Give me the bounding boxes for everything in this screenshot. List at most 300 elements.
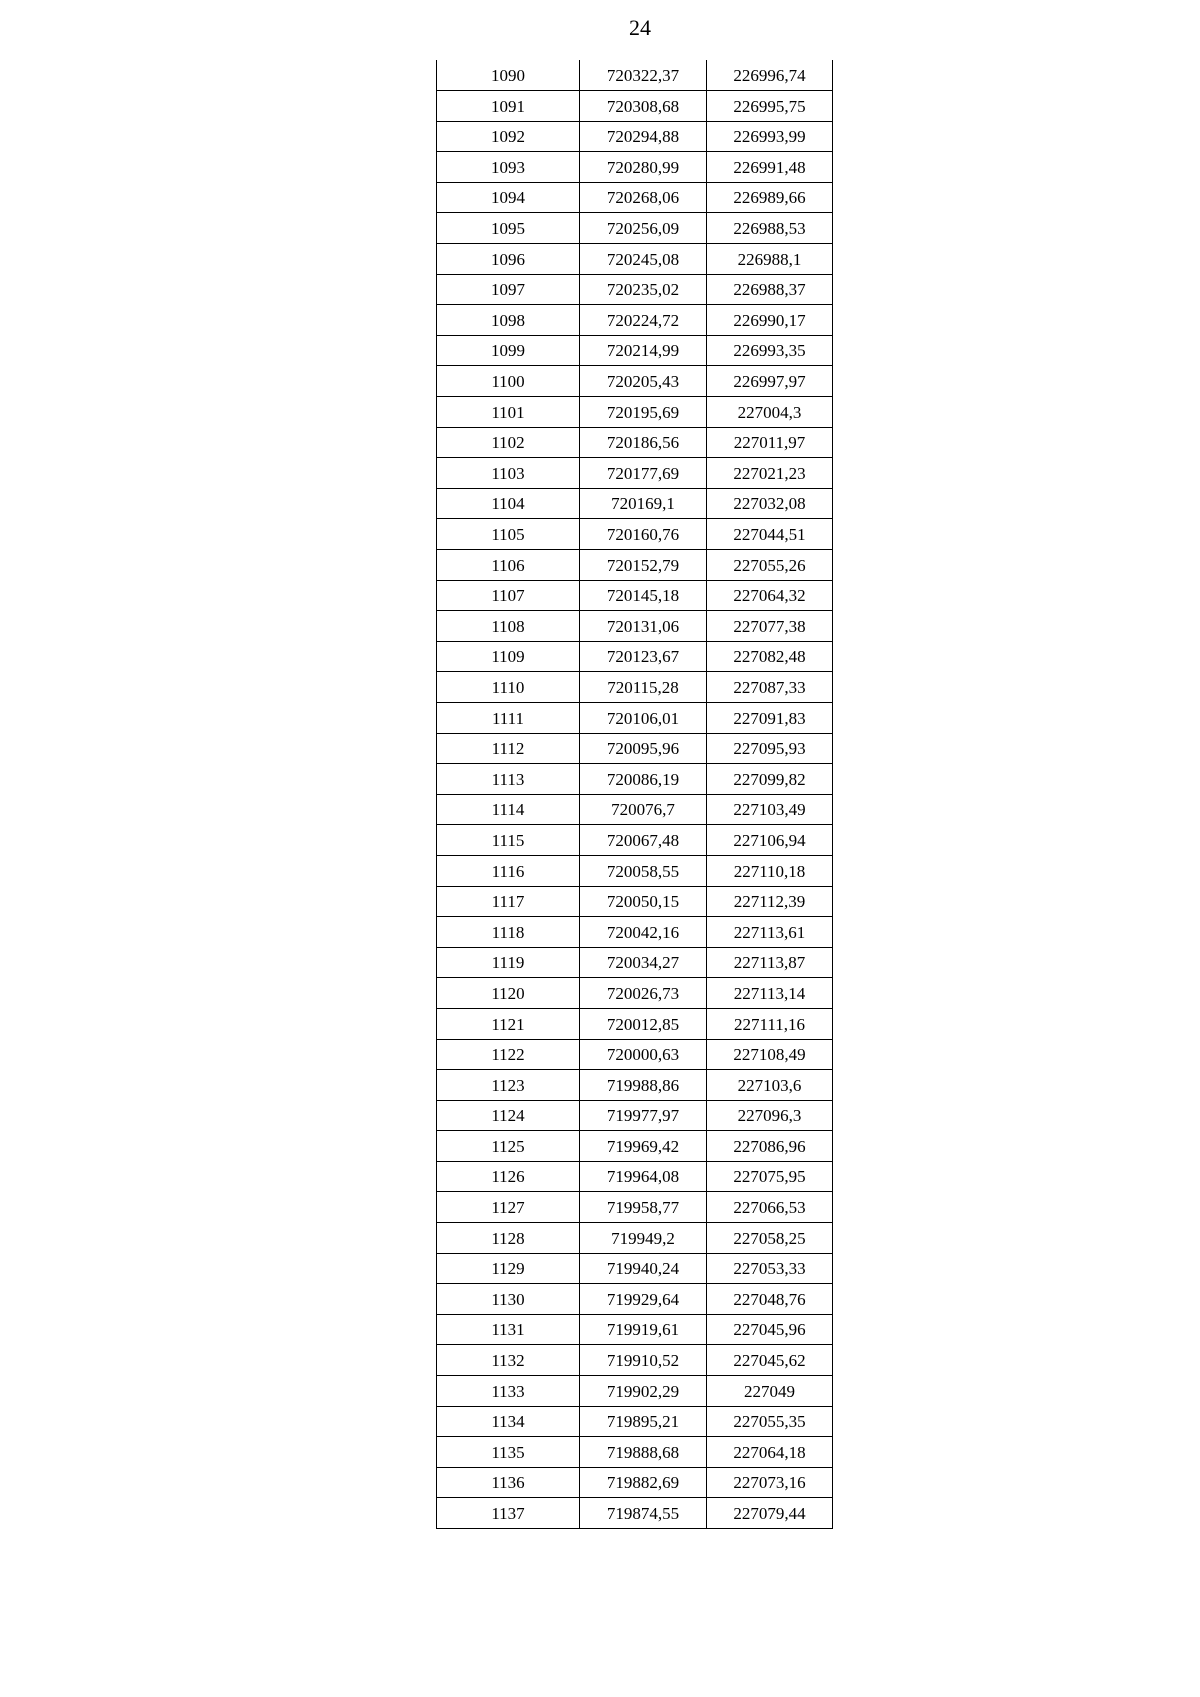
point-number-cell [437, 121, 580, 152]
y-coordinate-cell [707, 1192, 833, 1223]
x-coordinate-text: 720256,09 [606, 219, 680, 239]
y-coordinate-cell [707, 458, 833, 489]
y-coordinate-cell [707, 305, 833, 336]
point-number-text: 1130 [491, 1289, 525, 1309]
point-number-cell [437, 1223, 580, 1254]
table-row [437, 427, 833, 458]
point-number-text: 1099 [491, 341, 525, 361]
x-coordinate-cell [580, 672, 707, 703]
y-coordinate-text: 227112,39 [733, 892, 806, 912]
x-coordinate-cell [580, 1223, 707, 1254]
point-number-text: 1110 [491, 677, 525, 697]
x-coordinate-cell [580, 550, 707, 581]
point-number-cell [437, 1161, 580, 1192]
point-number-text: 1121 [491, 1014, 525, 1034]
point-number-text: 1120 [491, 983, 525, 1003]
x-coordinate-text: 720205,43 [606, 372, 680, 392]
y-coordinate-cell [707, 1406, 833, 1437]
y-coordinate-cell [707, 1284, 833, 1315]
y-coordinate-cell [707, 1376, 833, 1407]
point-number-cell [437, 488, 580, 519]
y-coordinate-cell [707, 1223, 833, 1254]
y-coordinate-cell [707, 917, 833, 948]
y-coordinate-text: 227103,49 [733, 800, 806, 820]
point-number-text: 1118 [491, 922, 525, 942]
point-number-cell [437, 1437, 580, 1468]
table-row [437, 733, 833, 764]
point-number-text: 1127 [491, 1198, 525, 1218]
point-number-cell [437, 152, 580, 183]
y-coordinate-cell [707, 244, 833, 275]
point-number-cell [437, 1192, 580, 1223]
y-coordinate-text: 227048,76 [733, 1289, 806, 1309]
x-coordinate-text: 720000,63 [606, 1045, 680, 1065]
x-coordinate-cell [580, 366, 707, 397]
point-number-text: 1111 [491, 708, 525, 728]
point-number-cell [437, 182, 580, 213]
y-coordinate-cell [707, 825, 833, 856]
y-coordinate-cell [707, 1008, 833, 1039]
y-coordinate-text: 226993,35 [733, 341, 806, 361]
table-row [437, 794, 833, 825]
point-number-cell [437, 1131, 580, 1162]
x-coordinate-cell [580, 641, 707, 672]
y-coordinate-text: 227103,6 [737, 1075, 802, 1095]
y-coordinate-text: 226988,1 [737, 249, 802, 269]
x-coordinate-cell [580, 1467, 707, 1498]
y-coordinate-text: 227053,33 [733, 1259, 806, 1279]
x-coordinate-text: 719882,69 [606, 1473, 680, 1493]
y-coordinate-text: 227113,61 [733, 922, 806, 942]
y-coordinate-cell [707, 1253, 833, 1284]
point-number-cell [437, 397, 580, 428]
x-coordinate-cell [580, 1131, 707, 1162]
point-number-text: 1101 [491, 402, 525, 422]
x-coordinate-cell [580, 488, 707, 519]
point-number-cell [437, 917, 580, 948]
point-number-cell [437, 764, 580, 795]
y-coordinate-text: 227073,16 [733, 1473, 806, 1493]
y-coordinate-text: 227106,94 [733, 830, 806, 850]
x-coordinate-text: 720076,7 [611, 800, 675, 820]
x-coordinate-text: 720322,37 [606, 66, 680, 86]
point-number-cell [437, 60, 580, 91]
y-coordinate-cell [707, 1131, 833, 1162]
table-row [437, 121, 833, 152]
table-row [437, 1008, 833, 1039]
x-coordinate-cell [580, 1070, 707, 1101]
y-coordinate-text: 227064,32 [733, 586, 806, 606]
x-coordinate-text: 719895,21 [606, 1412, 680, 1432]
table-row [437, 1131, 833, 1162]
y-coordinate-cell [707, 1314, 833, 1345]
y-coordinate-cell [707, 1039, 833, 1070]
page-number: 24 [629, 15, 651, 40]
y-coordinate-cell [707, 335, 833, 366]
table-row [437, 182, 833, 213]
point-number-text: 1134 [491, 1412, 525, 1432]
table-row [437, 1223, 833, 1254]
y-coordinate-cell [707, 855, 833, 886]
point-number-cell [437, 244, 580, 275]
point-number-cell [437, 1070, 580, 1101]
point-number-cell [437, 274, 580, 305]
y-coordinate-cell [707, 427, 833, 458]
point-number-cell [437, 1467, 580, 1498]
x-coordinate-text: 719958,77 [606, 1198, 680, 1218]
table-row [437, 947, 833, 978]
x-coordinate-text: 719919,61 [606, 1320, 680, 1340]
point-number-cell [437, 550, 580, 581]
point-number-text: 1094 [491, 188, 525, 208]
y-coordinate-text: 227110,18 [733, 861, 806, 881]
y-coordinate-cell [707, 519, 833, 550]
table-row [437, 1100, 833, 1131]
table-row [437, 397, 833, 428]
point-number-text: 1104 [491, 494, 525, 514]
x-coordinate-cell [580, 1284, 707, 1315]
point-number-cell [437, 1406, 580, 1437]
point-number-cell [437, 366, 580, 397]
table-row [437, 366, 833, 397]
point-number-text: 1131 [491, 1320, 525, 1340]
y-coordinate-text: 227049 [744, 1381, 795, 1401]
y-coordinate-cell [707, 794, 833, 825]
table-row [437, 152, 833, 183]
y-coordinate-cell [707, 1345, 833, 1376]
point-number-cell [437, 1376, 580, 1407]
y-coordinate-text: 227045,96 [733, 1320, 806, 1340]
y-coordinate-text: 227058,25 [733, 1228, 806, 1248]
x-coordinate-cell [580, 1314, 707, 1345]
point-number-cell [437, 1314, 580, 1345]
table-row [437, 1039, 833, 1070]
y-coordinate-cell [707, 152, 833, 183]
y-coordinate-text: 227087,33 [733, 677, 806, 697]
y-coordinate-text: 226993,99 [733, 127, 806, 147]
x-coordinate-text: 720145,18 [606, 586, 680, 606]
x-coordinate-cell [580, 1008, 707, 1039]
y-coordinate-cell [707, 611, 833, 642]
x-coordinate-text: 719964,08 [606, 1167, 680, 1187]
table-row [437, 244, 833, 275]
y-coordinate-cell [707, 1467, 833, 1498]
x-coordinate-cell [580, 335, 707, 366]
x-coordinate-text: 720294,88 [606, 127, 680, 147]
table-row [437, 917, 833, 948]
x-coordinate-text: 719940,24 [606, 1259, 680, 1279]
point-number-cell [437, 1008, 580, 1039]
x-coordinate-cell [580, 1253, 707, 1284]
point-number-text: 1119 [491, 953, 525, 973]
y-coordinate-text: 227075,95 [733, 1167, 806, 1187]
x-coordinate-cell [580, 121, 707, 152]
y-coordinate-cell [707, 121, 833, 152]
x-coordinate-cell [580, 947, 707, 978]
y-coordinate-text: 227021,23 [733, 463, 806, 483]
table-row [437, 1192, 833, 1223]
point-number-text: 1112 [491, 739, 525, 759]
table-row [437, 458, 833, 489]
point-number-text: 1093 [491, 157, 525, 177]
y-coordinate-text: 227044,51 [733, 525, 806, 544]
point-number-text: 1133 [491, 1381, 525, 1401]
x-coordinate-cell [580, 152, 707, 183]
point-number-text: 1098 [491, 310, 525, 330]
x-coordinate-text: 719888,68 [606, 1442, 680, 1462]
point-number-cell [437, 427, 580, 458]
x-coordinate-cell [580, 702, 707, 733]
point-number-cell [437, 886, 580, 917]
point-number-text: 1106 [491, 555, 525, 575]
point-number-cell [437, 702, 580, 733]
point-number-cell [437, 1498, 580, 1529]
y-coordinate-cell [707, 886, 833, 917]
table-row [437, 1345, 833, 1376]
y-coordinate-text: 227086,96 [733, 1136, 806, 1156]
x-coordinate-text: 720160,76 [606, 525, 680, 544]
y-coordinate-cell [707, 733, 833, 764]
x-coordinate-cell [580, 794, 707, 825]
x-coordinate-cell [580, 978, 707, 1009]
y-coordinate-cell [707, 60, 833, 91]
x-coordinate-cell [580, 182, 707, 213]
x-coordinate-cell [580, 397, 707, 428]
point-number-cell [437, 580, 580, 611]
x-coordinate-cell [580, 1498, 707, 1529]
point-number-cell [437, 1345, 580, 1376]
point-number-text: 1122 [491, 1045, 525, 1065]
point-number-cell [437, 1039, 580, 1070]
point-number-cell [437, 335, 580, 366]
table-row [437, 335, 833, 366]
table-row [437, 488, 833, 519]
point-number-text: 1128 [491, 1228, 525, 1248]
y-coordinate-text: 227032,08 [733, 494, 806, 514]
y-coordinate-text: 227011,97 [733, 433, 806, 453]
x-coordinate-text: 720235,02 [606, 280, 680, 300]
point-number-text: 1117 [491, 892, 525, 912]
point-number-text: 1090 [491, 66, 525, 86]
y-coordinate-text: 227095,93 [733, 739, 806, 759]
x-coordinate-text: 720308,68 [606, 96, 680, 116]
table-row [437, 641, 833, 672]
point-number-text: 1115 [491, 830, 525, 850]
table-row [437, 550, 833, 581]
table-row [437, 1161, 833, 1192]
y-coordinate-text: 226990,17 [733, 310, 806, 330]
y-coordinate-text: 226997,97 [733, 372, 806, 392]
x-coordinate-cell [580, 764, 707, 795]
point-number-cell [437, 1284, 580, 1315]
y-coordinate-cell [707, 397, 833, 428]
y-coordinate-text: 227096,3 [737, 1106, 802, 1126]
point-number-cell [437, 978, 580, 1009]
x-coordinate-text: 720152,79 [606, 555, 680, 575]
table-row [437, 274, 833, 305]
point-number-cell [437, 1100, 580, 1131]
y-coordinate-text: 227082,48 [733, 647, 806, 667]
y-coordinate-text: 226988,37 [733, 280, 806, 300]
x-coordinate-cell [580, 91, 707, 122]
y-coordinate-text: 227077,38 [733, 616, 806, 636]
point-number-cell [437, 794, 580, 825]
y-coordinate-cell [707, 1498, 833, 1529]
table-row [437, 1376, 833, 1407]
point-number-text: 1123 [491, 1075, 525, 1095]
point-number-cell [437, 458, 580, 489]
x-coordinate-cell [580, 1437, 707, 1468]
y-coordinate-text: 227066,53 [733, 1198, 806, 1218]
x-coordinate-text: 720169,1 [611, 494, 675, 514]
y-coordinate-text: 227099,82 [733, 769, 806, 789]
point-number-text: 1103 [491, 463, 525, 483]
point-number-cell [437, 641, 580, 672]
y-coordinate-cell [707, 488, 833, 519]
y-coordinate-text: 227055,26 [733, 555, 806, 575]
x-coordinate-text: 719949,2 [611, 1228, 675, 1248]
y-coordinate-text: 227108,49 [733, 1045, 806, 1065]
table-row [437, 580, 833, 611]
x-coordinate-cell [580, 458, 707, 489]
y-coordinate-cell [707, 550, 833, 581]
x-coordinate-text: 720042,16 [606, 922, 680, 942]
x-coordinate-text: 720186,56 [606, 433, 680, 453]
point-number-text: 1091 [491, 96, 525, 116]
x-coordinate-text: 719874,55 [606, 1504, 680, 1523]
table-row [437, 702, 833, 733]
x-coordinate-text: 720195,69 [606, 402, 680, 422]
y-coordinate-cell [707, 1161, 833, 1192]
point-number-text: 1100 [491, 372, 525, 392]
y-coordinate-cell [707, 1100, 833, 1131]
x-coordinate-cell [580, 1192, 707, 1223]
y-coordinate-text: 227045,62 [733, 1351, 806, 1371]
x-coordinate-cell [580, 244, 707, 275]
x-coordinate-text: 719929,64 [606, 1289, 680, 1309]
y-coordinate-cell [707, 274, 833, 305]
table-row [437, 855, 833, 886]
point-number-text: 1129 [491, 1259, 525, 1279]
table-row [437, 60, 833, 91]
x-coordinate-text: 720026,73 [606, 983, 680, 1003]
point-number-text: 1136 [491, 1473, 525, 1493]
point-number-cell [437, 519, 580, 550]
x-coordinate-cell [580, 1345, 707, 1376]
x-coordinate-text: 720067,48 [606, 830, 680, 850]
point-number-cell [437, 947, 580, 978]
y-coordinate-text: 227079,44 [733, 1504, 806, 1523]
x-coordinate-cell [580, 1100, 707, 1131]
table-row [437, 1437, 833, 1468]
coordinates-table [436, 60, 833, 1529]
x-coordinate-text: 720224,72 [606, 310, 680, 330]
y-coordinate-cell [707, 947, 833, 978]
x-coordinate-cell [580, 855, 707, 886]
point-number-text: 1124 [491, 1106, 525, 1126]
x-coordinate-text: 720095,96 [606, 739, 680, 759]
point-number-text: 1137 [491, 1504, 525, 1523]
table-row [437, 886, 833, 917]
x-coordinate-cell [580, 886, 707, 917]
point-number-cell [437, 91, 580, 122]
x-coordinate-cell [580, 1039, 707, 1070]
table-row [437, 1467, 833, 1498]
point-number-text: 1107 [491, 586, 525, 606]
table-row [437, 519, 833, 550]
x-coordinate-text: 720012,85 [606, 1014, 680, 1034]
x-coordinate-text: 720280,99 [606, 157, 680, 177]
y-coordinate-text: 227091,83 [733, 708, 806, 728]
y-coordinate-text: 226996,74 [733, 66, 806, 86]
y-coordinate-text: 227111,16 [734, 1014, 805, 1034]
y-coordinate-cell [707, 641, 833, 672]
point-number-text: 1095 [491, 219, 525, 239]
y-coordinate-cell [707, 672, 833, 703]
y-coordinate-text: 227113,14 [733, 983, 806, 1003]
x-coordinate-text: 719977,97 [606, 1106, 680, 1126]
x-coordinate-cell [580, 305, 707, 336]
x-coordinate-cell [580, 274, 707, 305]
point-number-text: 1132 [491, 1351, 525, 1371]
y-coordinate-cell [707, 91, 833, 122]
x-coordinate-text: 719988,86 [606, 1075, 680, 1095]
y-coordinate-text: 227004,3 [737, 402, 802, 422]
table-row [437, 1314, 833, 1345]
table-row [437, 1284, 833, 1315]
x-coordinate-text: 719969,42 [606, 1136, 680, 1156]
point-number-text: 1096 [491, 249, 525, 269]
table-row [437, 764, 833, 795]
x-coordinate-text: 720058,55 [606, 861, 680, 881]
y-coordinate-text: 227055,35 [733, 1412, 806, 1432]
point-number-text: 1114 [491, 800, 525, 820]
point-number-text: 1116 [491, 861, 525, 881]
table-row [437, 825, 833, 856]
point-number-text: 1092 [491, 127, 525, 147]
x-coordinate-cell [580, 825, 707, 856]
y-coordinate-text: 226991,48 [733, 157, 806, 177]
y-coordinate-cell [707, 1437, 833, 1468]
y-coordinate-cell [707, 366, 833, 397]
y-coordinate-text: 227064,18 [733, 1442, 806, 1462]
x-coordinate-text: 720131,06 [606, 616, 680, 636]
x-coordinate-cell [580, 1406, 707, 1437]
y-coordinate-text: 226995,75 [733, 96, 806, 116]
coordinates-table-body [437, 60, 833, 1529]
table-row [437, 672, 833, 703]
point-number-cell [437, 305, 580, 336]
x-coordinate-text: 720123,67 [606, 647, 680, 667]
point-number-cell [437, 855, 580, 886]
y-coordinate-cell [707, 1070, 833, 1101]
point-number-text: 1126 [491, 1167, 525, 1187]
x-coordinate-cell [580, 580, 707, 611]
point-number-text: 1102 [491, 433, 525, 453]
x-coordinate-cell [580, 60, 707, 91]
x-coordinate-cell [580, 213, 707, 244]
table-row [437, 611, 833, 642]
y-coordinate-text: 227113,87 [733, 953, 806, 973]
point-number-text: 1105 [491, 525, 525, 544]
x-coordinate-text: 720115,28 [607, 677, 679, 697]
y-coordinate-text: 226989,66 [733, 188, 806, 208]
x-coordinate-cell [580, 519, 707, 550]
point-number-cell [437, 825, 580, 856]
table-row [437, 1070, 833, 1101]
point-number-text: 1109 [491, 647, 525, 667]
point-number-text: 1135 [491, 1442, 525, 1462]
